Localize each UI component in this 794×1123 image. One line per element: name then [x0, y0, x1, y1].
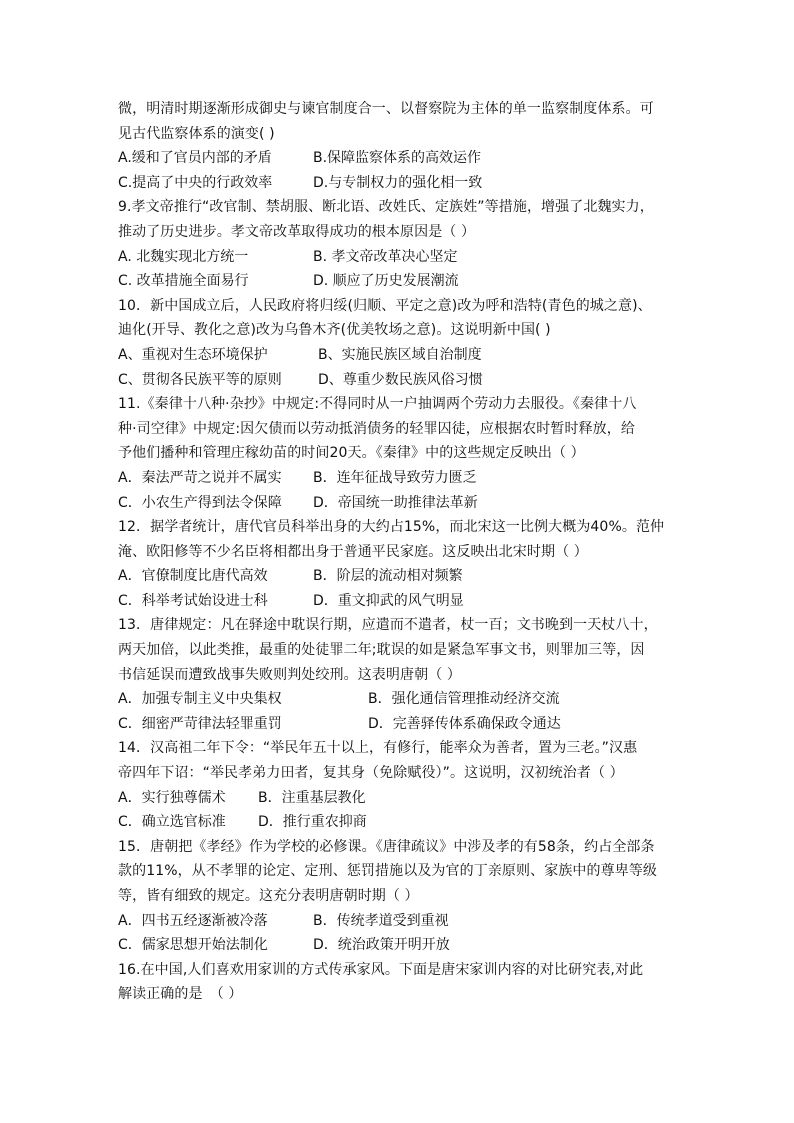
q11-options-row2 [118, 491, 688, 516]
q10-option-b[interactable]: B、实施民族区域自治制度 [318, 346, 482, 363]
q12-options-row2 [118, 589, 688, 614]
q15-stem-line2: 款的11%，从不孝罪的论定、定刑、惩罚措施以及为官的丁亲原则、家族中的尊卑等级 [118, 863, 658, 880]
q14-stem-line1: 14．汉高祖二年下令：“举民年五十以上，有修行，能率众为善者，置为三老。”汉惠 [118, 740, 638, 757]
q9-option-a[interactable]: A. 北魏实现北方统一 [118, 248, 249, 265]
exam-page [118, 97, 688, 1007]
q9-option-b[interactable]: B. 孝文帝改革决心坚定 [313, 248, 458, 265]
q14-option-b[interactable]: B．注重基层教化 [258, 789, 366, 806]
q9-options-row2 [118, 269, 688, 294]
q15-option-d[interactable]: D．统治政策开明开放 [313, 937, 450, 954]
q8-options-row2 [118, 171, 688, 196]
q11-options-row1 [118, 466, 688, 491]
q10-option-c[interactable]: C、贯彻各民族平等的原则 [118, 371, 282, 388]
q11-stem-line3: 予他们播种和管理庄稼幼苗的时间20天。《秦律》中的这些规定反映出（ ） [118, 445, 585, 462]
q10-option-d[interactable]: D、尊重少数民族风俗习惯 [318, 371, 483, 388]
q12-options-row1 [118, 564, 688, 589]
q8-stem-line1: 微，明清时期逐渐形成御史与谏官制度合一、以督察院为主体的单一监察制度体系。可 [118, 101, 654, 117]
q14-option-a[interactable]: A．实行独尊儒术 [118, 789, 226, 806]
q11-option-c[interactable]: C．小农生产得到法令保障 [118, 494, 282, 511]
q14-option-c[interactable]: C．确立选官标准 [118, 814, 226, 831]
q15-option-a[interactable]: A．四书五经逐渐被冷落 [118, 912, 268, 929]
q10-stem-line1: 10．新中国成立后，人民政府将归绥(归顺、平定之意)改为呼和浩特(青色的城之意)、 [118, 297, 652, 314]
q13-stem-line2: 两天加倍，以此类推，最重的处徒罪二年;耽误的如是紧急军事文书，则罪加三等，因 [118, 642, 645, 659]
q10-stem-line2: 迪化(开导、教化之意)改为乌鲁木齐(优美牧场之意)。这说明新中国( ) [118, 322, 551, 339]
q12-option-d[interactable]: D．重文抑武的风气明显 [313, 592, 464, 609]
q14-options-row1 [118, 786, 688, 811]
q8-option-d[interactable]: D.与专制权力的强化相一致 [313, 174, 483, 191]
q10-options-row1 [118, 343, 688, 368]
q9-stem-line1: 9.孝文帝推行“改官制、禁胡服、断北语、改姓氏、定族姓”等措施，增强了北魏实力， [118, 199, 654, 216]
q9-option-c[interactable]: C. 改革措施全面易行 [118, 273, 249, 290]
q11-option-b[interactable]: B．连年征战导致劳力匮乏 [313, 469, 477, 486]
q15-options-row2 [118, 933, 688, 958]
q16-stem-line1: 16.在中国,人们喜欢用家训的方式传承家风。下面是唐宋家训内容的对比研究表,对此 [118, 961, 644, 978]
q8-options-row1 [118, 146, 688, 171]
q14-stem-line2: 帝四年下诏：“举民孝弟力田者，复其身（免除赋役）”。这说明，汉初统治者（ ） [118, 765, 624, 782]
q15-stem-line1: 15．唐朝把《孝经》作为学校的必修课。《唐律疏议》中涉及孝的有58条，约占全部条 [118, 838, 655, 855]
q15-options-row1 [118, 909, 688, 934]
q12-option-c[interactable]: C．科举考试始设进士科 [118, 592, 268, 609]
q11-stem-line2: 种·司空律》中规定:因欠债而以劳动抵消债务的轻罪囚徒，应根据农时暂时释放，给 [118, 420, 635, 437]
q13-options-row1 [118, 687, 688, 712]
q15-option-b[interactable]: B．传统孝道受到重视 [313, 912, 449, 929]
q9-option-d[interactable]: D. 顺应了历史发展潮流 [313, 273, 459, 290]
q13-stem-line3: 书信延误而遭致战事失败则判处绞刑。这表明唐朝（ ） [118, 666, 461, 683]
q13-option-c[interactable]: C．细密严苛律法轻罪重罚 [118, 715, 282, 732]
q12-option-a[interactable]: A．官僚制度比唐代高效 [118, 568, 268, 585]
q8-option-b[interactable]: B.保障监察体系的高效运作 [313, 150, 482, 167]
q13-option-b[interactable]: B．强化通信管理推动经济交流 [368, 691, 560, 708]
q11-option-d[interactable]: D．帝国统一助推律法革新 [313, 494, 478, 511]
q13-option-a[interactable]: A．加强专制主义中央集权 [118, 691, 282, 708]
q12-stem-line2: 淹、欧阳修等不少名臣将相都出身于普通平民家庭。这反映出北宋时期（ ） [118, 543, 588, 560]
q15-stem-line3: 等，皆有细致的规定。这充分表明唐朝时期（ ） [118, 888, 419, 904]
q11-stem-line1: 11.《秦律十八种·杂抄》中规定:不得同时从一户抽调两个劳动力去服役。《秦律十八 [118, 396, 637, 413]
q8-option-a[interactable]: A.缓和了官员内部的矛盾 [118, 150, 272, 167]
q10-options-row2 [118, 368, 688, 393]
q13-option-d[interactable]: D．完善驿传体系确保政令通达 [368, 715, 561, 732]
q10-option-a[interactable]: A、重视对生态环境保护 [118, 346, 268, 363]
q9-options-row1 [118, 245, 688, 270]
q13-options-row2 [118, 712, 688, 737]
q14-options-row2 [118, 810, 688, 835]
q12-option-b[interactable]: B．阶层的流动相对频繁 [313, 568, 463, 585]
q11-option-a[interactable]: A．秦法严苛之说并不属实 [118, 469, 282, 486]
q12-stem-line1: 12．据学者统计，唐代官员科举出身的大约占15%，而北宋这一比例大概为40%。范仲 [118, 519, 665, 536]
q8-stem-line2: 见古代监察体系的演变( ) [118, 125, 275, 142]
q14-option-d[interactable]: D．推行重农抑商 [258, 814, 367, 831]
q15-option-c[interactable]: C．儒家思想开始法制化 [118, 937, 268, 954]
q16-stem-line2: 解读正确的是 （ ） [118, 986, 243, 1003]
q8-option-c[interactable]: C.提高了中央的行政效率 [118, 174, 273, 191]
q13-stem-line1: 13．唐律规定：凡在驿途中耽误行期，应遣而不遣者，杖一百；文书晚到一天杖八十， [118, 617, 658, 634]
q9-stem-line2: 推动了历史进步。孝文帝改革取得成功的根本原因是（ ） [118, 223, 476, 240]
